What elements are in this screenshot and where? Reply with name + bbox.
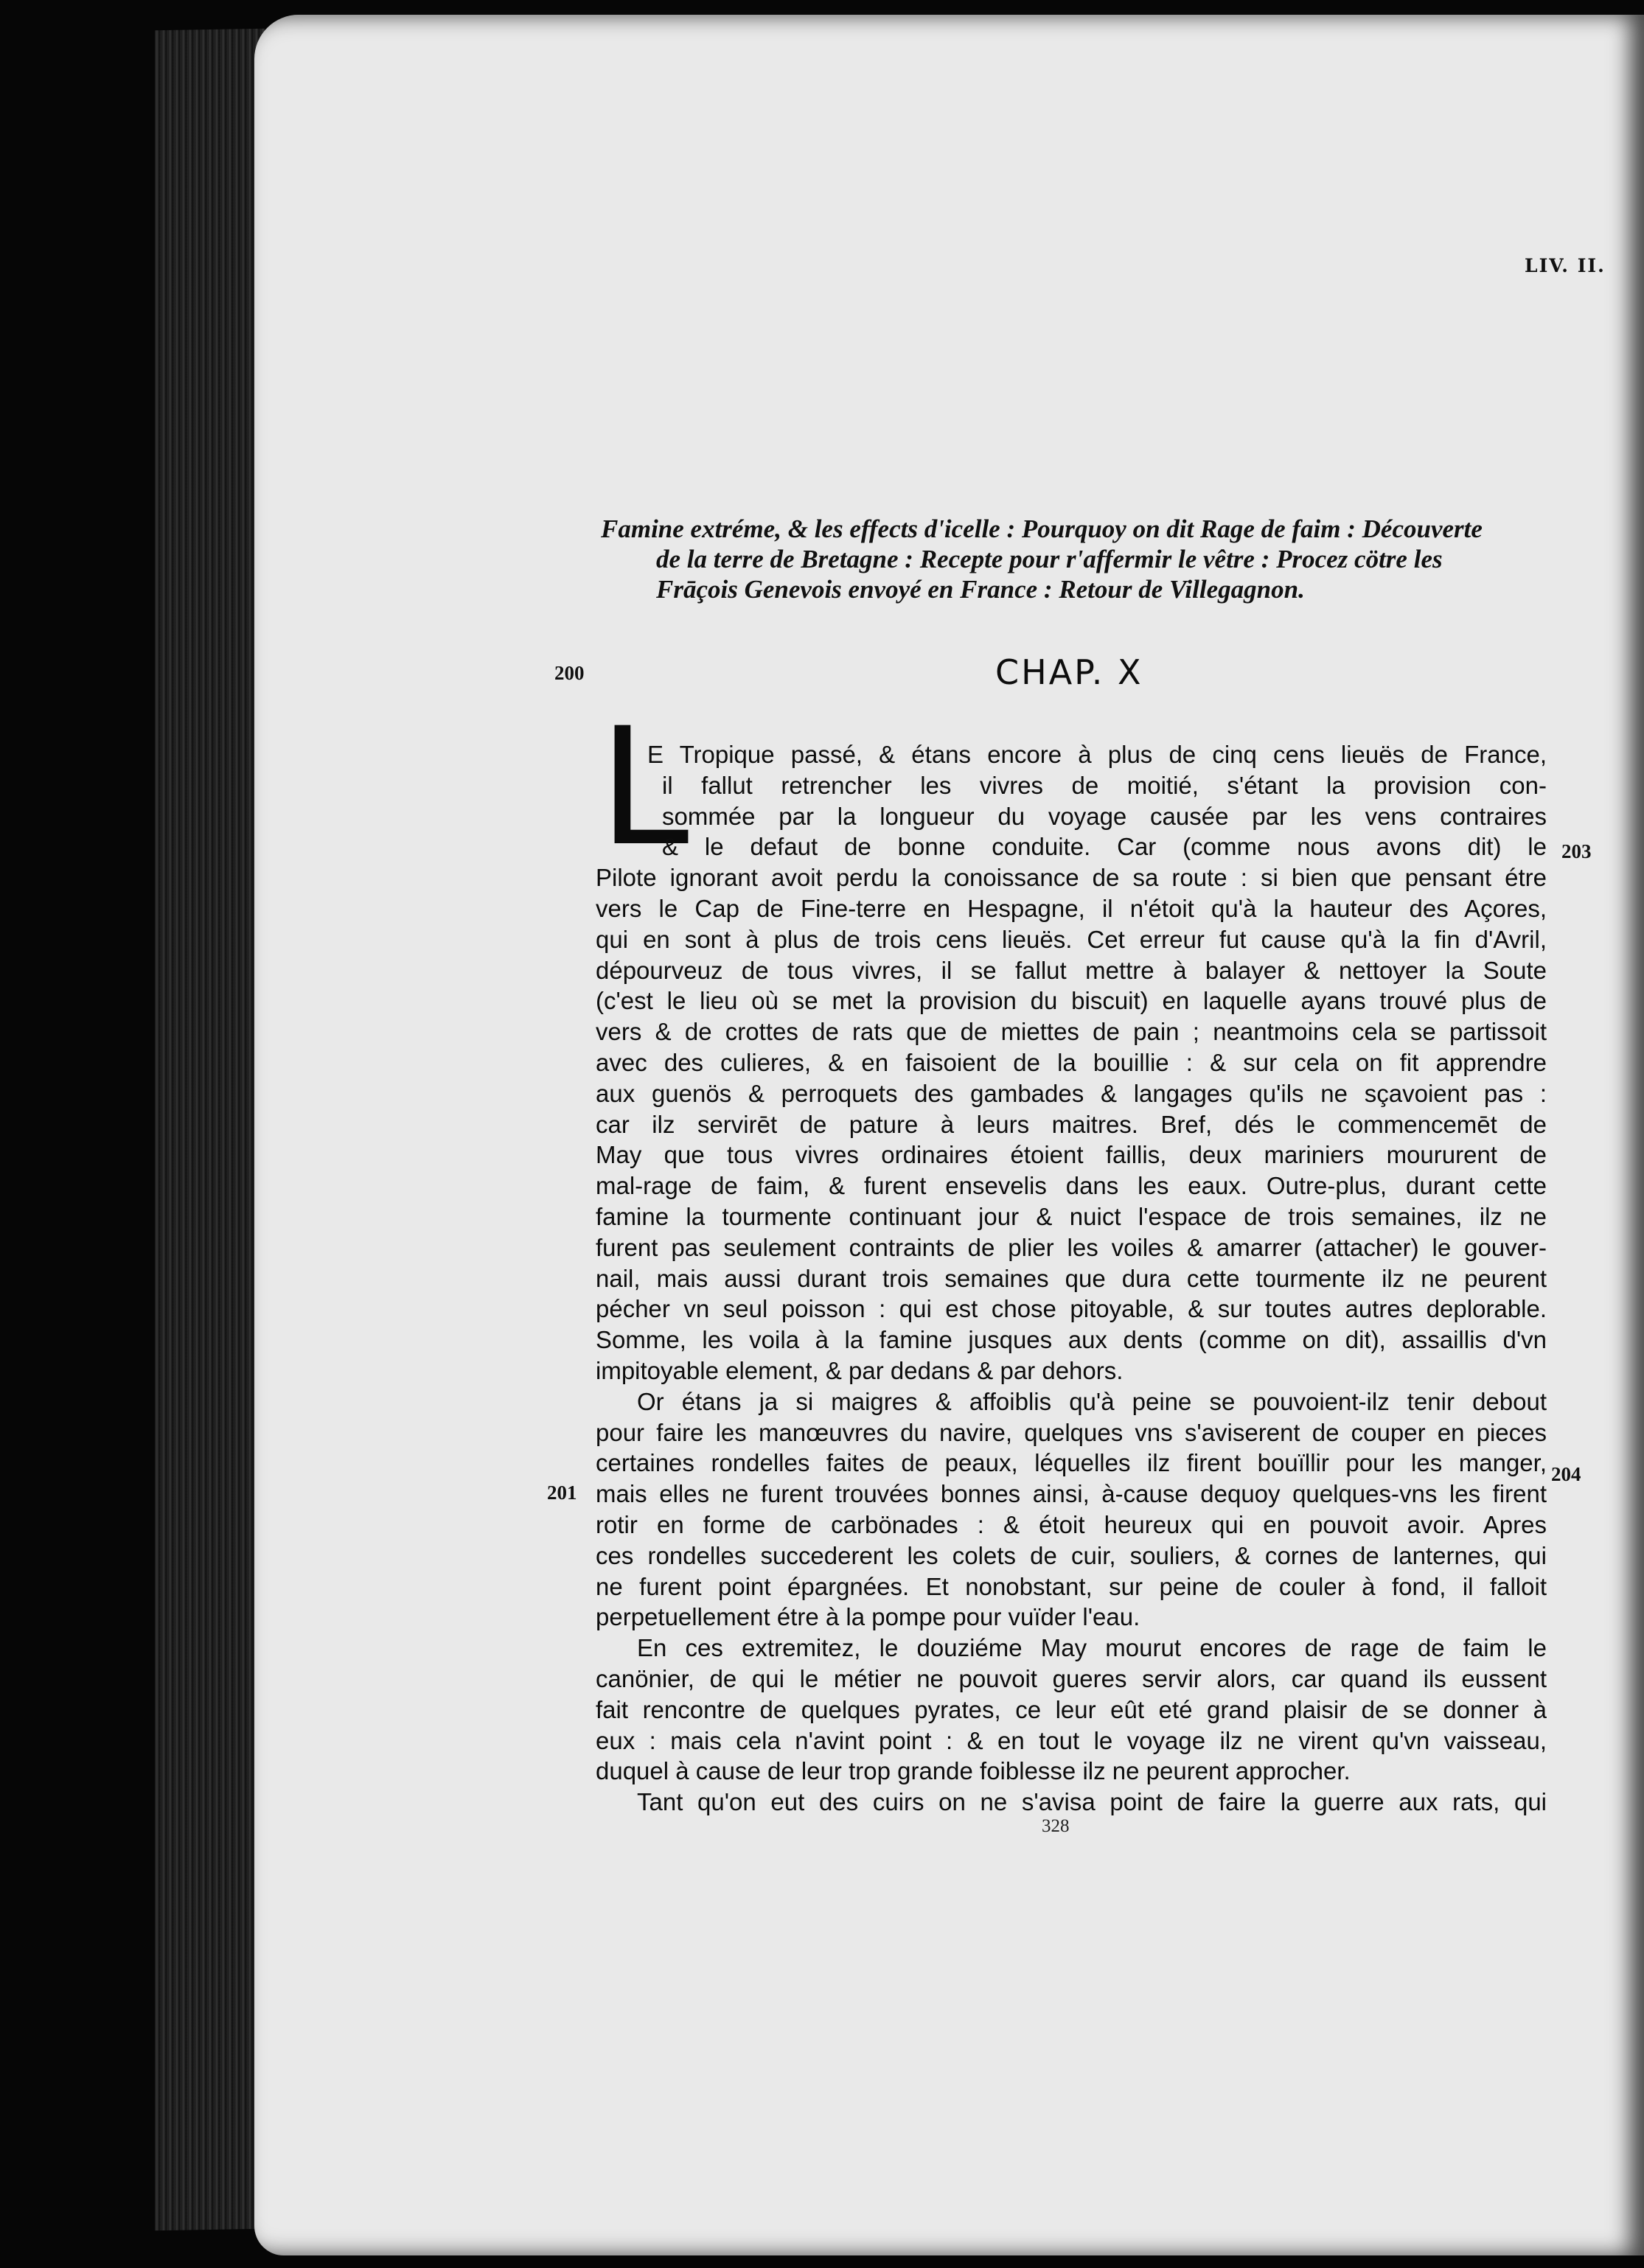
body-line: eux : mais cela n'avint point : & en tout le voyage ilz ne virent qu'vn vaisseau, [596, 1726, 1547, 1754]
body-line: ces rondelles succederent les colets de cuir, souliers, & cornes de lanternes, qui [596, 1541, 1547, 1569]
body-line: & le defaut de bonne conduite. Car (comme nous avons dit) le [662, 833, 1547, 861]
body-line: May que tous vivres ordinaires étoient faillis, deux mariniers moururent de [596, 1141, 1547, 1169]
summary-line: Frāçois Genevois envoyé en France : Retour de Villegagnon. [656, 575, 1305, 604]
body-line: car ilz servirēt de pature à leurs maitres. Bref, dés le commencemēt de [596, 1110, 1547, 1138]
body-line: aux guenös & perroquets des gambades & langages qu'ils ne sçavoient pas : [596, 1079, 1547, 1107]
body-text [596, 739, 1547, 1818]
margin-number-left: 200 [554, 662, 585, 684]
body-line: (c'est le lieu où se met la provision du biscuit) en laquelle ayans trouvé plus de [596, 987, 1547, 1015]
book-fore-edge [155, 29, 265, 2231]
summary-line: de la terre de Bretagne : Recepte pour r'affermir le vêtre : Procez cötre les [656, 545, 1443, 573]
body-line: avec des culieres, & en faisoient de la bouillie : & sur cela on fit apprendre [596, 1048, 1547, 1076]
body-line: perpetuellement étre à la pompe pour vuïder l'eau. [596, 1603, 1140, 1631]
body-line: famine la tourmente continuant jour & nuict l'espace de trois semaines, ilz ne [596, 1202, 1547, 1230]
body-line: sommée par la longueur du voyage causée par les vens contraires [662, 802, 1547, 830]
running-head: LIV. II. [1525, 255, 1606, 276]
summary-line: Famine extréme, & les effects d'icelle : Pourquoy on dit Rage de faim : Découverte [601, 514, 1483, 543]
body-line: Pilote ignorant avoit perdu la conoissance de sa route : si bien que pensant étre [596, 864, 1547, 892]
body-line: Tant qu'on eut des cuirs on ne s'avisa point de faire la guerre aux rats, qui [637, 1788, 1547, 1816]
body-line: pécher vn seul poisson : qui est chose pitoyable, & sur toutes autres deplorable. [596, 1295, 1547, 1323]
body-line: nail, mais aussi durant trois semaines que dura cette tourmente ilz ne peurent [596, 1264, 1547, 1292]
body-line: certaines rondelles faites de peaux, léquelles ilz firent bouïllir pour les manger, [596, 1449, 1547, 1477]
body-line: duquel à cause de leur trop grande foiblesse ilz ne peurent approcher. [596, 1757, 1351, 1785]
chapter-summary [601, 514, 1552, 604]
chapter-title: CHAP. X [995, 652, 1143, 692]
body-line: qui en sont à plus de trois cens lieuës. Cet erreur fut cause qu'à la fin d'Avril, [596, 925, 1547, 953]
margin-number-right: 203 [1561, 840, 1592, 862]
body-line: En ces extremitez, le douziéme May mourut encores de rage de faim le [637, 1634, 1547, 1662]
body-line: canönier, de qui le métier ne pouvoit gueres servir alors, car quand ils eussent [596, 1664, 1547, 1692]
body-line: fait rencontre de quelques pyrates, ce leur eût eté grand plaisir de se donner à [596, 1695, 1547, 1723]
body-line: impitoyable element, & par dedans & par dehors. [596, 1356, 1124, 1384]
margin-number-left: 201 [547, 1482, 577, 1504]
body-line: ne furent point épargnées. Et nonobstant, sur peine de couler à fond, il falloit [596, 1572, 1547, 1600]
drop-cap: L [599, 693, 689, 882]
body-line: pour faire les manœuvres du navire, quelques vns s'aviserent de couper en pieces [596, 1418, 1547, 1446]
body-line: Or étans ja si maigres & affoiblis qu'à peine se pouvoient-ilz tenir debout [637, 1387, 1547, 1415]
body-line: mais elles ne furent trouvées bonnes ainsi, à-cause dequoy quelques-vns les firent [596, 1480, 1547, 1508]
body-line: rotir en forme de carbönades : & étoit heureux qui en pouvoit avoir. Apres [596, 1510, 1547, 1538]
body-line: Somme, les voila à la famine jusques aux dents (comme on dit), assaillis d'vn [596, 1326, 1547, 1354]
body-line: mal-rage de faim, & furent ensevelis dans les eaux. Outre-plus, durant cette [596, 1172, 1547, 1200]
body-line: vers & de crottes de rats que de miettes de pain ; neantmoins cela se partissoit [596, 1018, 1547, 1046]
body-line: E Tropique passé, & étans encore à plus de cinq cens lieuës de France, [647, 741, 1547, 768]
body-line: dépourveuz de tous vivres, il se fallut mettre à balayer & nettoyer la Soute [596, 956, 1547, 984]
margin-number-right: 204 [1551, 1463, 1581, 1485]
body-line: furent pas seulement contraints de plier les voiles & amarrer (attacher) le gouver- [596, 1233, 1547, 1261]
page-number: 328 [1042, 1816, 1070, 1836]
body-line: il fallut retrencher les vivres de moitié, s'étant la provision con- [662, 771, 1547, 799]
body-line: vers le Cap de Fine-terre en Hespagne, il n'étoit qu'à la hauteur des Açores, [596, 894, 1547, 922]
